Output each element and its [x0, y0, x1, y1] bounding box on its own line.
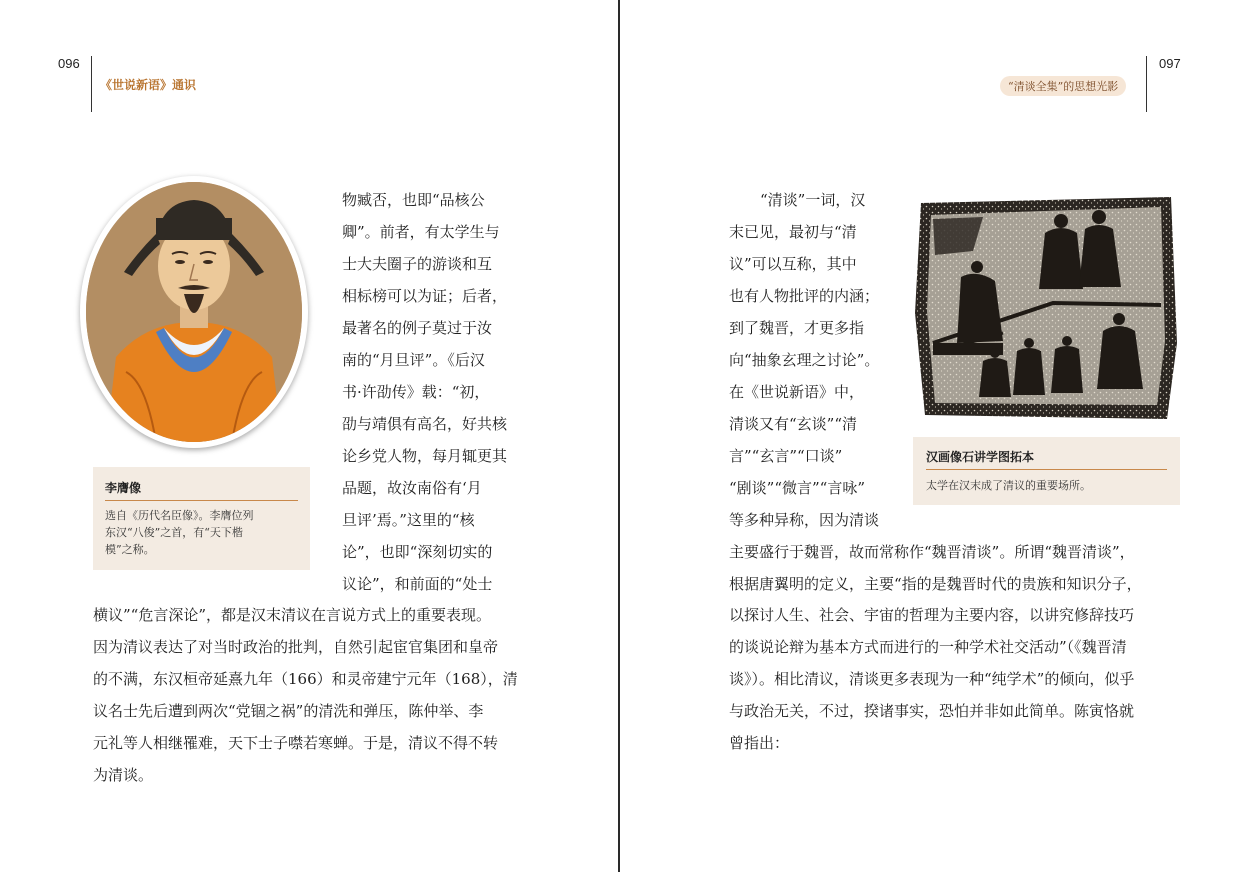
caption-title: 李膺像	[105, 481, 142, 495]
body-line: 为清谈。	[93, 766, 154, 784]
body-line: 与政治无关，不过，揆诸事实，恐怕并非如此简单。陈寅恪就	[729, 702, 1135, 720]
page-number: 097	[1159, 56, 1181, 71]
body-line: “清谈”一词，汉	[760, 191, 866, 209]
running-title: “清谈全集”的思想光影	[1000, 76, 1126, 96]
page-number: 096	[58, 56, 80, 71]
header-rule	[1146, 56, 1147, 112]
body-line: 清谈又有“玄谈”“清	[729, 415, 858, 433]
caption-line: 东汉“八俊”之首，有“天下楷	[105, 526, 243, 539]
body-line: 谈》）。相比清议，清谈更多表现为一种“纯学术”的倾向，似乎	[729, 670, 1135, 688]
body-line: 物臧否，也即“品核公	[342, 191, 485, 209]
body-line: 元礼等人相继罹难，天下士子噤若寒蝉。于是，清议不得不转	[93, 734, 499, 752]
caption-rule	[105, 500, 298, 501]
body-line: 劭与靖俱有高名，好共核	[342, 415, 508, 433]
caption-title: 汉画像石讲学图拓本	[926, 450, 1035, 464]
rubbing-svg	[913, 193, 1180, 423]
body-line: 议名士先后遭到两次“党锢之祸”的清洗和弹压，陈仲举、李	[93, 702, 484, 720]
body-line: 等多种异称，因为清谈	[729, 511, 880, 529]
caption-line: 选自《历代名臣像》。李膺位列	[105, 509, 254, 522]
body-line: 最著名的例子莫过于汝	[342, 319, 493, 337]
stone-rubbing-illustration-icon	[913, 193, 1180, 423]
body-line: 横议”“危言深论”，都是汉末清议在言说方式上的重要表现。	[93, 606, 492, 624]
portrait-caption-box	[93, 467, 310, 570]
right-page	[620, 0, 1239, 872]
caption-rule	[926, 469, 1167, 470]
body-line: 议论”，和前面的“处士	[342, 575, 493, 593]
body-line: 向“抽象玄理之讨论”。	[729, 351, 880, 369]
body-line: 以探讨人生、社会、宇宙的哲理为主要内容，以讲究修辞技巧	[729, 606, 1135, 624]
body-line: 南的“月旦评”。《后汉	[342, 351, 485, 369]
body-line: 末已见，最初与“清	[729, 223, 857, 241]
header-rule	[91, 56, 92, 112]
body-line: 也有人物批评的内涵；	[729, 287, 880, 305]
portrait-svg	[86, 182, 302, 442]
body-line: 曾指出：	[729, 734, 790, 752]
rubbing-caption-box	[913, 437, 1180, 505]
portrait-figure	[80, 176, 308, 448]
left-page	[0, 0, 619, 872]
body-line: 卿”。前者，有太学生与	[342, 223, 500, 241]
body-line: 的不满，东汉桓帝延熹九年（166）和灵帝建宁元年（168），清	[93, 670, 518, 688]
body-line: 论乡党人物，每月辄更其	[342, 447, 508, 465]
body-line: 主要盛行于魏晋，故而常称作“魏晋清谈”。所谓“魏晋清谈”，	[729, 543, 1135, 561]
caption-line: 模”之称。	[105, 543, 155, 556]
body-line: 根据唐翼明的定义，主要“指的是魏晋时代的贵族和知识分子，	[729, 575, 1142, 593]
caption-line: 太学在汉末成了清议的重要场所。	[926, 479, 1091, 492]
body-line: 论”，也即“深刻切实的	[342, 543, 493, 561]
body-line: “剧谈”“微言”“言咏”	[729, 479, 866, 497]
portrait-illustration-icon	[86, 182, 302, 442]
body-line: 在《世说新语》中，	[729, 383, 865, 401]
body-line: 品题，故汝南俗有‘月	[342, 479, 482, 497]
body-line: 士大夫圈子的游谈和互	[342, 255, 493, 273]
body-line: 言”“玄言”“口谈”	[729, 447, 843, 465]
body-line: 的谈说论辩为基本方式而进行的一种学术社交活动”（《魏晋清	[729, 638, 1127, 656]
body-line: 因为清议表达了对当时政治的批判，自然引起宦官集团和皇帝	[93, 638, 499, 656]
body-line: 议”可以互称，其中	[729, 255, 857, 273]
running-title: 《世说新语》通识	[100, 78, 197, 92]
body-line: 旦评’焉。”这里的“核	[342, 511, 475, 529]
body-line: 书·许劭传》载：“初，	[342, 383, 490, 401]
body-line: 到了魏晋，才更多指	[729, 319, 865, 337]
body-line: 相标榜可以为证；后者，	[342, 287, 508, 305]
